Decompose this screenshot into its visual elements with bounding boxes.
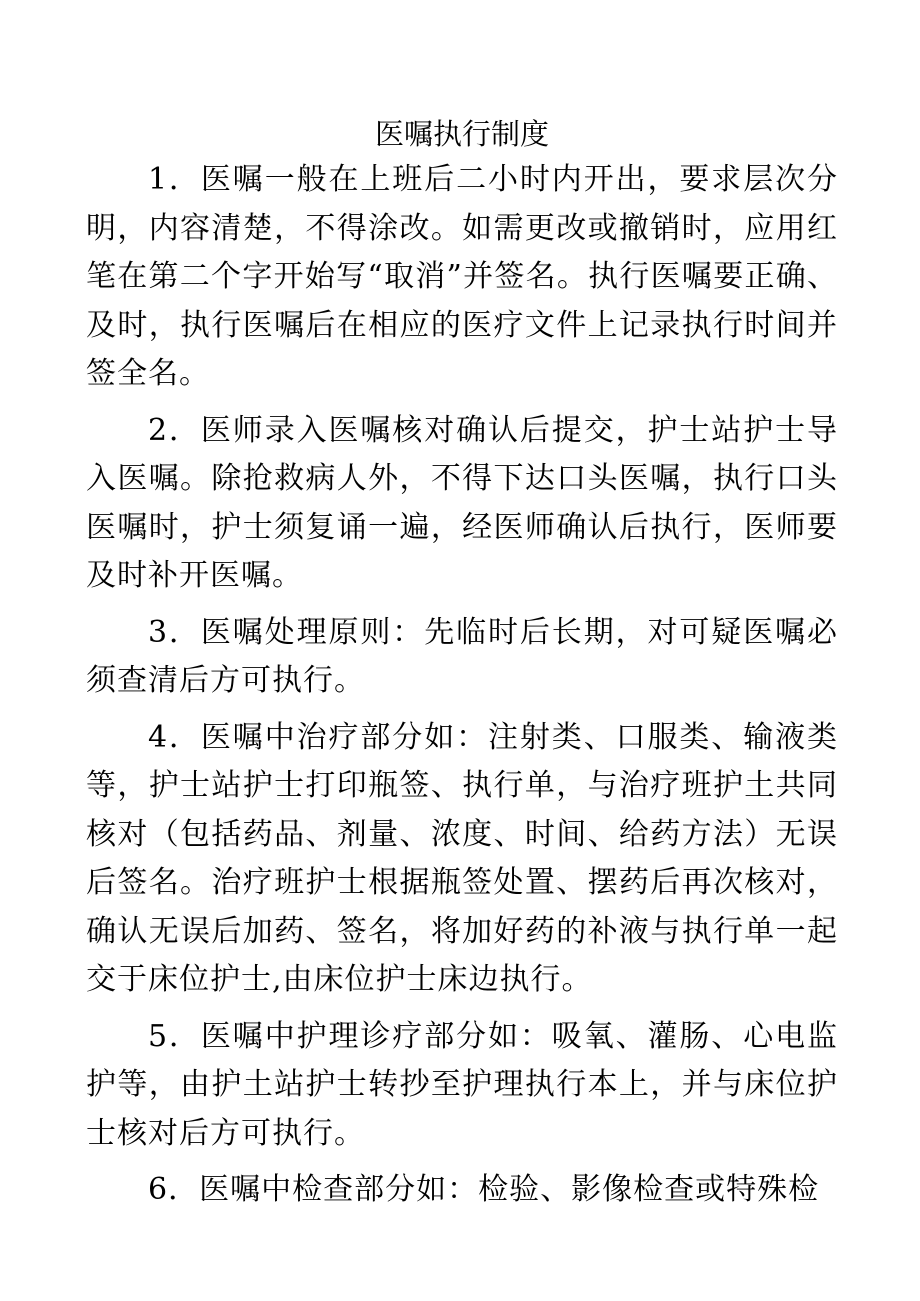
- paragraph-6: 6．医嘱中检查部分如：检验、影像检查或特殊检: [148, 1172, 820, 1207]
- paragraph-2: 2．医师录入医嘱核对确认后提交，护士站护士导入医嘱。除抢救病人外，不得下达口头医嘱，执行口头医嘱时，护士须复诵一遍，经医师确认后执行，医师要及时补开医嘱。: [86, 412, 838, 593]
- document-page: [86, 112, 838, 1223]
- paragraph-4: 4．医嘱中治疗部分如：注射类、口服类、输液类等，护士站护士打印瓶签、执行单，与治疗班护土共同核对（包括药品、剂量、浓度、时间、给药方法）无误后签名。治疗班护士根据瓶签处置、摆药后再次核对，确认无误后加药、签名，将加好药的补液与执行单一起交于床位护士,由床位护士床边执行。: [86, 719, 838, 997]
- paragraph-1: 1．医嘱一般在上班后二小时内开出，要求层次分明，内容清楚，不得涂改。如需更改或撤销时，应用红笔在第二个字开始写“取消”并签名。执行医嘱要正确、及时，执行医嘱后在相应的医疗文件上记录执行时间并签全名。: [86, 162, 838, 391]
- paragraph-5: 5．医嘱中护理诊疗部分如：吸氧、灌肠、心电监护等，由护土站护士转抄至护理执行本上，并与床位护士核对后方可执行。: [86, 1018, 838, 1151]
- paragraph-3: 3．医嘱处理原则：先临时后长期，对可疑医嘱必须查清后方可执行。: [86, 614, 838, 698]
- document-title: 医嘱执行制度: [374, 117, 549, 151]
